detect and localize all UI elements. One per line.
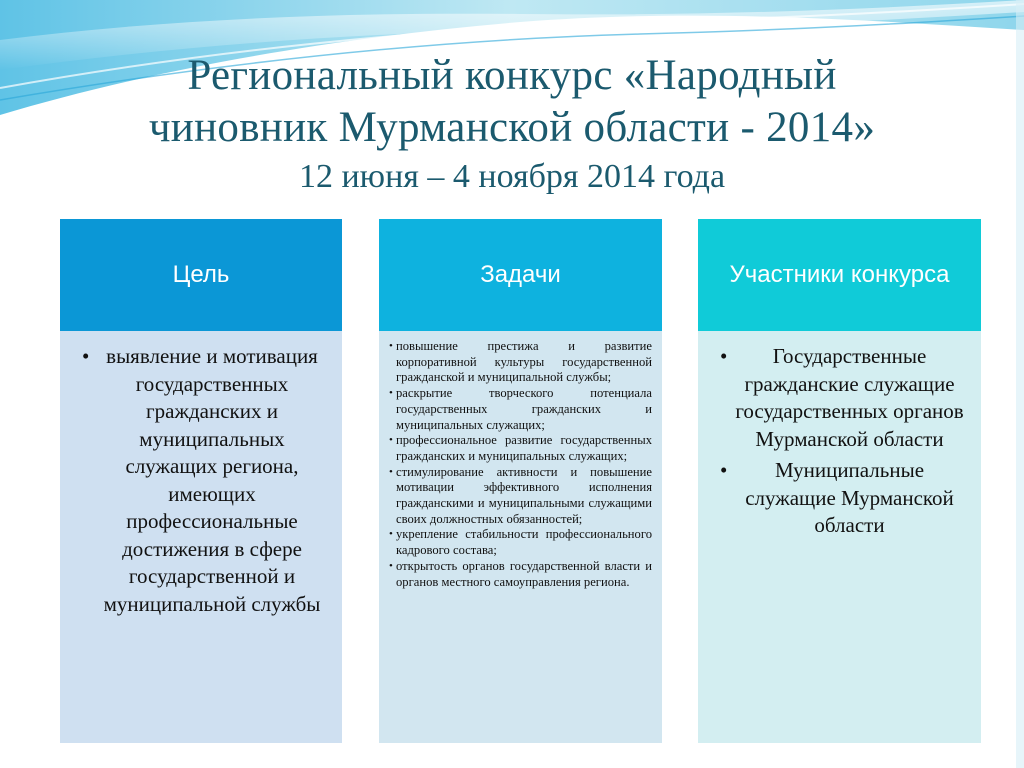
task-item: • профессиональное развитие государственных гражданских и муниципальных служащих; xyxy=(389,433,652,464)
participants-header: Участники конкурса xyxy=(698,219,981,331)
goal-header: Цель xyxy=(60,219,342,331)
goal-item: • выявление и мотивация государственных гражданских и муниципальных служащих региона, имеющих профессиональные достижения в сфере государственной и муниципальной службы xyxy=(82,343,328,618)
slide-title xyxy=(40,50,984,198)
task-item: • стимулирование активности и повышение мотивации эффективного исполнения гражданскими и муниципальными служащими своих должностных обязанностей; xyxy=(389,465,652,528)
title-line-2: чиновник Мурманской области - 2014» xyxy=(148,104,876,151)
tasks-column xyxy=(379,219,662,743)
goal-body xyxy=(60,331,342,743)
goal-column xyxy=(60,219,342,743)
task-item: • открытость органов государственной власти и органов местного самоуправления региона. xyxy=(389,559,652,590)
participant-item: • Муниципальные служащие Мурманской области xyxy=(720,457,965,540)
participants-column xyxy=(698,219,981,743)
tasks-header: Задачи xyxy=(379,219,662,331)
participants-body xyxy=(698,331,981,743)
title-line-1: Региональный конкурс «Народный xyxy=(187,52,837,99)
participant-item: • Государственные гражданские служащие государственных органов Мурманской области xyxy=(720,343,965,453)
task-item: • укрепление стабильности профессионального кадрового состава; xyxy=(389,527,652,558)
task-item: • повышение престижа и развитие корпоративной культуры государственной гражданской и муниципальной службы; xyxy=(389,339,652,386)
title-dates: 12 июня – 4 ноября 2014 года xyxy=(298,158,726,195)
task-item: • раскрытие творческого потенциала государственных гражданских и муниципальных служащих; xyxy=(389,386,652,433)
tasks-body xyxy=(379,331,662,743)
